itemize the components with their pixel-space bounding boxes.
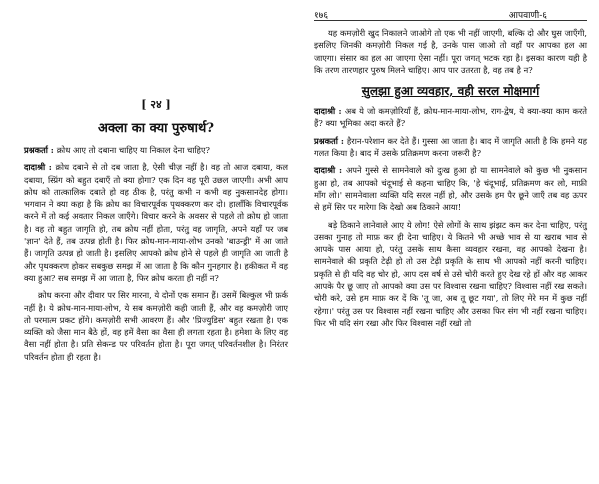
speaker-label: दादाश्री : [314, 106, 345, 117]
paragraph-text: बड़े ठिकाने लानेवाले आए ये लोग! ऐसे लोगों के साथ झंझट कम कर देना चाहिए, परंतु उसका गुनाह तो माफ़ कर ही देना चाहिए। ये कितने भी अच्छे भाव से या खराब भाव से आपके पास आया हो, परंतु उसके साथ कैसा व्यवहार रखना, वह आपको देखना है। सामनेवाले की प्रकृति टेढ़ी हो तो उस टेढ़ी प्रकृति के साथ भी आपको नहीं करनी चाहिए। प्रकृति से ही यदि वह चोर हो, आप दस वर्ष से उसे चोरी करते हुए देख रहे हों और वह आकर आपके पैर छू जाए तो आपको क्या उस पर विश्वास रखना चाहिए? विश्वास नहीं रख सकते। चोरी करे, उसे हम माफ़ कर दें कि 'तू जा, अब तू छूट गया', तो लिए मेरे मन में कुछ नहीं रहेगा।' परंतु उस पर विश्वास नहीं रखना चाहिए और उसका फिर संग भी नहीं रखना चाहिए। फिर भी यदि संग रखा और फिर विश्वास नहीं रखो तो [314, 219, 587, 328]
speaker-label: प्रश्नकर्ता : [24, 145, 57, 155]
right-page-number: १७६ [314, 11, 329, 21]
answer-paragraph [24, 161, 288, 284]
paragraph-text: क्रोध करना और दीवार पर सिर मारना, ये दोनों एक समान हैं। उसमें बिल्कुल भी फ़र्क नहीं है। ये क्रोध-मान-माया-लोभ, ये सब कमज़ोरी कही जाती हैं, और वह कमज़ोरी जाए तो परमात्म प्रकट होंगे। कमज़ोरी सभी आवरण हैं। और 'प्रिज्युडिस' बहुत रखता है। एक व्यक्ति को जैसा मान बैठे हों, वह हमें वैसा का वैसा ही लगता रहता है। हमेशा के लिए वह वैसा नहीं होता है। प्रति सेकन्ड पर परिवर्तन होता है। पूरा जगत् परिवर्तनशील है। निरंतर परिवर्तन होता ही रहता है। [24, 290, 288, 362]
question-paragraph [314, 135, 587, 160]
body-paragraph [24, 289, 288, 363]
paragraph-text: अपने गुस्से से सामनेवाले को दुःख हुआ हो या सामनेवाले को कुछ भी नुकसान हुआ हो, तब आपको चंदूभाई से कहना चाहिए कि, 'हे चंदूभाई, प्रतिक्रमण कर लो, माफ़ी माँग लो।' सामनेवाला व्यक्ति यदि सरल नहीं हो, और उसके हम पैर छूने जाएँ तब वह ऊपर से हमें सिर पर मारेगा कि देखो अब ठिकाने आया! [314, 165, 587, 213]
answer-paragraph [314, 164, 587, 213]
paragraph-text: यह कमज़ोरी खुद निकालने जाओगे तो एक भी नहीं जाएगी, बल्कि दो और घुस जाएँगी, इसलिए जिनकी कमज़ोरी निकल गई है, उनके पास जाओ तो वहाँ पर आपका हल आ जाएगा। संसार का हल आ जाएगा ऐसा नहीं। पूरा जगत् भटक रहा है। इसका कारण यही है कि तरण तारणहार पुरुष मिलने चाहिए। आप पार उतरता है, वह तब है न? [314, 28, 587, 75]
speaker-label: दादाश्री : [314, 165, 346, 176]
paragraph-text: हैरान-परेशान कर देते हैं। गुस्सा आ जाता है। बाद में जागृति आती है कि हमने यह गलत किया है। बाद में उसके प्रतिक्रमण करना जरूरी है? [314, 135, 587, 159]
section-title: सुलझा हुआ व्यवहार, वही सरल मोक्षमार्ग [361, 84, 540, 99]
speaker-label: प्रश्नकर्ता : [314, 135, 347, 146]
speaker-label: दादाश्री : [24, 162, 56, 173]
right-page [300, 0, 599, 484]
question-paragraph [24, 144, 288, 156]
right-running-head [314, 8, 587, 22]
paragraph-text: क्रोध दबाने से तो दब जाता है, ऐसी चीज़ नहीं है। वह तो आज दबाया, कल दबाया, स्प्रिंग को बहुत दबाएँ तो क्या होगा? एक दिन वह पूरी उछल जाएगी। अभी आप क्रोध को तात्कालिक दबाते हो वह ठीक है, परंतु कभी न कभी वह नुकसानदेह होगा। भगवान ने क्या कहा है कि क्रोध का विचारपूर्वक पृथक्करण कर दो। हालाँकि विचारपूर्वक करने में तो कई अवतार निकल जाएँगे। विचार करने के अवसर से पहले तो क्रोध हो जाता है। वह तो बहुत जागृति हो, तब क्रोध नहीं होता, परंतु वह जागृति, अपने यहाँ पर जब 'ज्ञान' देते हैं, तब उत्पन्न होती है। फिर क्रोध-मान-माया-लोभ उनको 'बाउन्ड्री' में आ जाते हैं। जागृति उत्पन्न हो जाती है। इसलिए आपको क्रोध होने से पहले ही जागृति आ जाती है और पृथक्करण होकर सबकुछ समझ में आ जाता है कि कौन गुनहगार है। हकीकत में वह क्या हुआ? सब समझ में आ जाता है, फिर क्रोध करता ही नहीं न? [24, 162, 288, 283]
chapter-number: [ २४ ] [141, 98, 171, 111]
right-body [314, 105, 587, 329]
chapter-title: अक्ला का क्या पुरुषार्थ? [98, 121, 214, 136]
right-body-top [314, 27, 587, 76]
paragraph-text: अब ये जो कमज़ोरियाँ हैं, क्रोध-मान-माया-लोभ, राग-द्वेष, ये क्या-क्या काम करते हैं? क्या भूमिका अदा करते हैं? [314, 106, 587, 129]
body-paragraph [314, 27, 587, 76]
left-body [24, 144, 288, 363]
answer-paragraph [314, 105, 587, 130]
body-paragraph [314, 219, 587, 330]
left-running-head [24, 8, 288, 22]
running-head-title: आपवाणी-६ [508, 11, 547, 21]
paragraph-text: क्रोध आए तो दबाना चाहिए या निकाल देना चाहिए? [56, 145, 210, 155]
